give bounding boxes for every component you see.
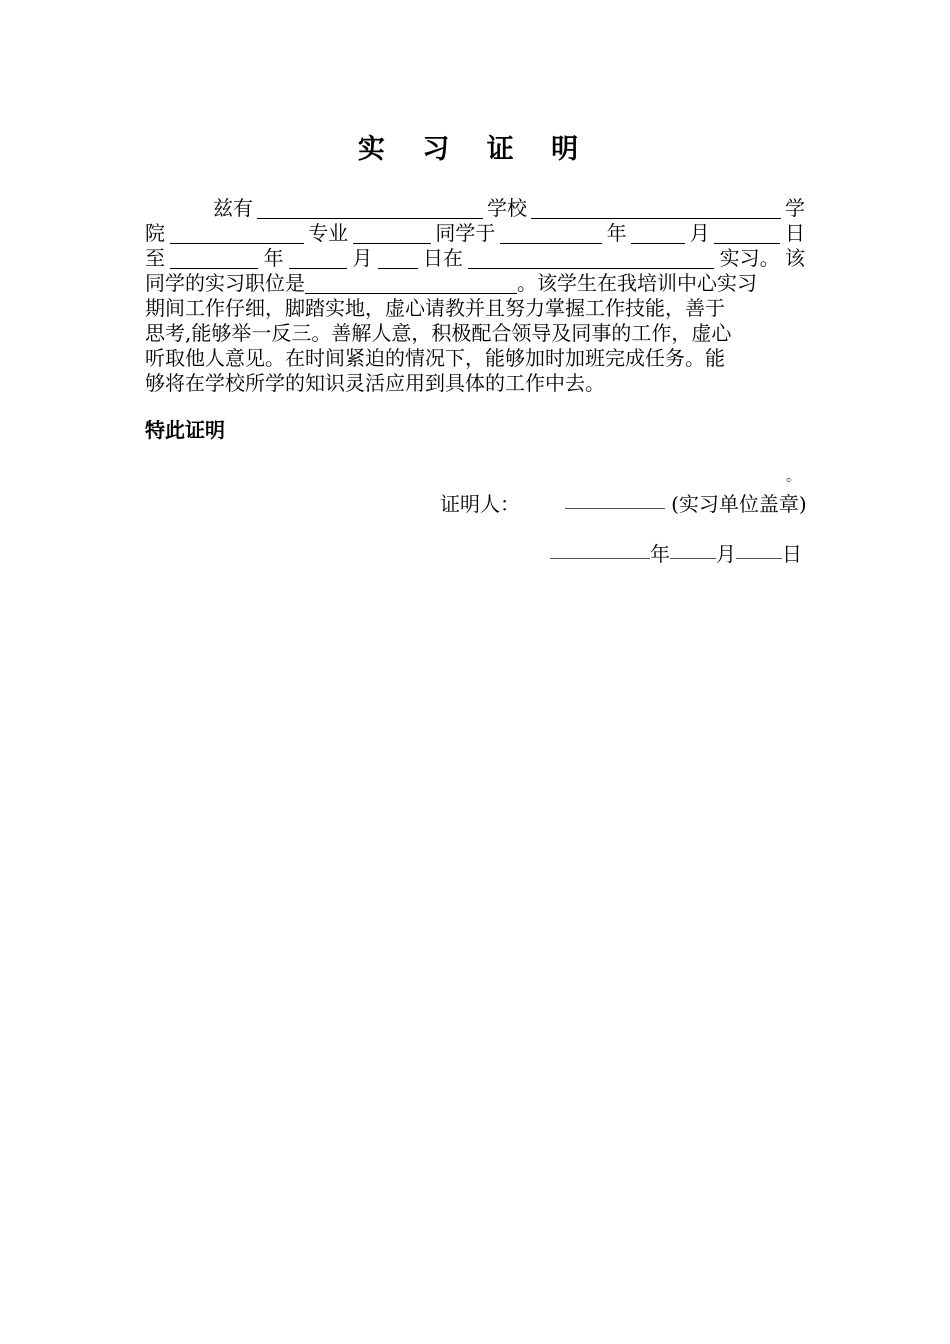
- date-day-label: 日: [782, 542, 802, 566]
- period-mark: 。: [786, 469, 800, 485]
- text-segment: 学校: [487, 196, 527, 220]
- paragraph-line-7: [145, 346, 805, 371]
- text-segment: 思考,能够举一反三。善解人意，积极配合领导及同事的工作，虚心: [145, 321, 732, 345]
- text-segment: 期间工作仔细，脚踏实地，虚心请教并且努力掌握工作技能，善于: [145, 296, 725, 320]
- text-segment: 学: [785, 196, 805, 220]
- date-year-blank: [550, 540, 650, 559]
- major-blank: [170, 225, 304, 244]
- certificate-paragraph: [145, 196, 805, 396]
- text-segment: 同学于: [435, 221, 496, 245]
- closing-statement: 特此证明: [145, 418, 225, 442]
- text-segment: 该: [784, 246, 805, 270]
- text-segment: 年: [606, 221, 627, 245]
- seal-note: (实习单位盖章): [671, 492, 807, 516]
- start-month-blank: [631, 225, 685, 244]
- signature-line: [440, 490, 807, 517]
- start-year-blank: [500, 225, 602, 244]
- date-month-blank: [670, 540, 716, 559]
- college-blank: [531, 200, 781, 219]
- date-month-label: 月: [716, 542, 736, 566]
- text-segment: 月: [689, 221, 710, 245]
- text-segment: 专业: [308, 221, 349, 245]
- date-year-label: 年: [650, 542, 670, 566]
- text-segment: 听取他人意见。在时间紧迫的情况下，能够加时加班完成任务。能: [145, 346, 725, 370]
- end-year-blank: [170, 250, 258, 269]
- certifier-blank: [565, 490, 665, 509]
- document-title: 实 习 证 明: [357, 134, 593, 165]
- student-name-blank: [353, 225, 431, 244]
- end-month-blank: [289, 250, 347, 269]
- text-segment: 年: [263, 246, 284, 270]
- internship-place-blank: [468, 250, 714, 269]
- text-segment: 至: [145, 246, 165, 270]
- date-day-blank: [736, 540, 782, 559]
- paragraph-line-2: [145, 221, 805, 246]
- end-day-blank: [378, 250, 418, 269]
- date-line: [550, 540, 802, 567]
- certifier-label: 证明人：: [440, 492, 520, 516]
- text-segment: 实习。: [719, 246, 780, 270]
- text-segment: 。该学生在我培训中心实习: [517, 271, 757, 295]
- paragraph-line-8: [145, 371, 805, 396]
- paragraph-line-3: [145, 246, 805, 271]
- text-segment: 日在: [422, 246, 463, 270]
- paragraph-line-6: [145, 321, 805, 346]
- paragraph-line-1: [145, 196, 805, 221]
- text-segment: 同学的实习职位是: [145, 271, 305, 295]
- position-blank: [305, 275, 517, 294]
- paragraph-line-4: [145, 271, 805, 296]
- text-segment: 够将在学校所学的知识灵活应用到具体的工作中去。: [145, 371, 605, 395]
- school-blank: [257, 200, 483, 219]
- start-day-blank: [714, 225, 780, 244]
- text-segment: 日: [784, 221, 805, 245]
- paragraph-line-5: [145, 296, 805, 321]
- text-segment: 兹有: [213, 196, 253, 220]
- text-segment: 院: [145, 221, 165, 245]
- text-segment: 月: [352, 246, 373, 270]
